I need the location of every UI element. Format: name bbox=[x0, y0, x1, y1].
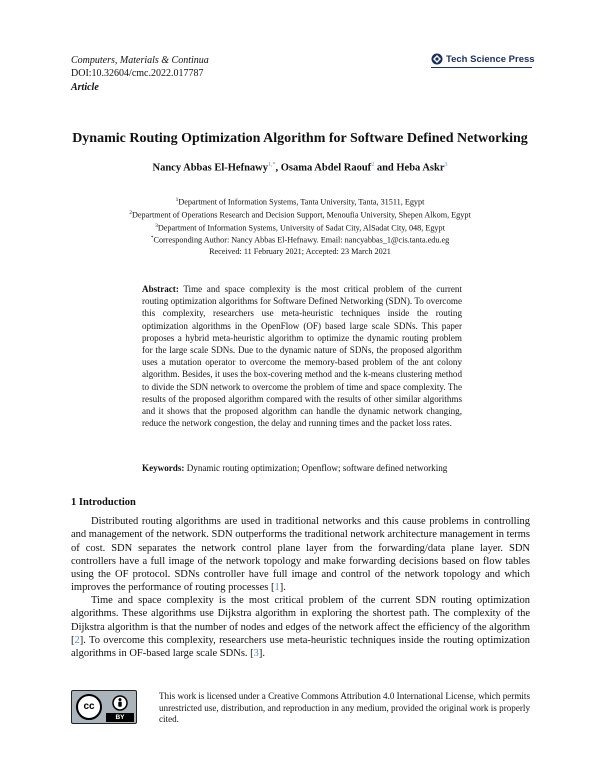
introduction-paragraph-1 bbox=[71, 515, 530, 595]
keywords-label: Keywords: bbox=[142, 463, 185, 473]
abstract-label: Abstract: bbox=[142, 284, 179, 294]
affiliations bbox=[0, 195, 600, 257]
author-affiliation-mark: 2 bbox=[371, 162, 375, 168]
journal-name: Computers, Materials & Continua bbox=[71, 55, 209, 66]
by-label: BY bbox=[106, 713, 134, 722]
author-name: Nancy Abbas El-Hefnawy bbox=[152, 162, 268, 174]
creative-commons-by-icon[interactable] bbox=[71, 690, 137, 724]
paragraph-text: Time and space complexity is the most critical problem of the current SDN routing optimization algorithms. These algorithms use Dijkstra algorithm in exploring the shortest path. The complexity of the Dijkstra algorithm is that the number of nodes and edges of the network affect the efficiency of the algorithm [ bbox=[71, 595, 530, 646]
received-accepted-dates bbox=[0, 246, 600, 257]
author-affiliation-mark: 1,* bbox=[268, 162, 276, 168]
author-list bbox=[0, 162, 600, 174]
citation-link[interactable]: 2 bbox=[74, 634, 80, 646]
author-separator: and bbox=[374, 162, 397, 174]
tech-science-press-logo-icon bbox=[431, 53, 443, 65]
author-name: Osama Abdel Raouf bbox=[280, 162, 372, 174]
author-affiliation-mark: 3 bbox=[444, 162, 448, 168]
citation-link[interactable]: 1 bbox=[274, 582, 280, 594]
affiliation-mark: 3 bbox=[155, 222, 158, 229]
affiliation-text: Department of Information Systems, University of Sadat City, AlSadat City, 048, Egypt bbox=[157, 223, 445, 233]
citation-link[interactable]: 3 bbox=[253, 648, 259, 660]
keywords-text: Dynamic routing optimization; Openflow; software defined networking bbox=[184, 463, 448, 473]
affiliation-mark: 1 bbox=[175, 197, 179, 203]
author-separator: , bbox=[275, 162, 281, 174]
doi: DOI:10.32604/cmc.2022.017787 bbox=[71, 68, 204, 79]
paragraph-text: ]. bbox=[279, 582, 286, 594]
affiliation-line bbox=[0, 221, 600, 234]
paragraph-text: ]. bbox=[258, 648, 266, 660]
affiliation-mark: 2 bbox=[129, 209, 132, 216]
affiliation-text: Department of Operations Research and Decision Support, Menoufia University, Shepen Alkom, Egypt bbox=[132, 210, 471, 220]
publisher bbox=[431, 53, 535, 65]
publisher-underline bbox=[431, 67, 532, 68]
affiliation-mark: * bbox=[150, 235, 154, 242]
abstract-text: Time and space complexity is the most critical problem of the current routing optimization algorithms for Software Defined Networking (SDN). To overcome this complexity, researchers use meta-heuristic techniques inside the routing optimization algorithms in the OpenFlow (OF) based large scale SDNs. This paper proposes a hybrid meta-heuristic algorithm to optimize the dynamic routing problem for the large scale SDNs. Due to the dynamic nature of SDNs, the proposed algorithm uses a mutation operator to overcome the memory-based problem of the ant colony algorithm. Besides, it uses the box-covering method and the k-means clustering method to divide the SDN network to overcome the problem of time and space complexity. The results of the proposed algorithm compared with the results of other similar algorithms and it shows that the proposed algorithm can handle the dynamic network changing, reduce the network congestion, the delay and running times and the packet loss rates. bbox=[142, 284, 462, 429]
affiliation-line bbox=[0, 208, 600, 221]
person-icon bbox=[112, 695, 128, 711]
affiliation-line bbox=[0, 195, 600, 208]
corresponding-author bbox=[0, 233, 600, 246]
introduction-paragraph-2 bbox=[71, 594, 530, 660]
paragraph-text: ]. To overcome this complexity, researchers use meta-heuristic techniques inside the routing optimization algorithms in OF-based large scale SDNs. [ bbox=[71, 634, 530, 660]
abstract bbox=[142, 283, 462, 429]
dates-text: Received: 11 February 2021; Accepted: 23 March 2021 bbox=[209, 247, 391, 257]
cc-icon: cc bbox=[76, 694, 102, 720]
license-text: This work is licensed under a Creative Commons Attribution 4.0 International License, which permits unrestricted use, distribution, and reproduction in any medium, provided the original work is properly cited. bbox=[159, 691, 530, 724]
section-heading-introduction: 1 Introduction bbox=[71, 497, 136, 508]
affiliation-text: Department of Information Systems, Tanta University, Tanta, 31511, Egypt bbox=[178, 197, 425, 207]
paragraph-text: Distributed routing algorithms are used in traditional networks and this cause problems in controlling and management of the network. SDN outperforms the traditional network architecture management in terms of cost. SDN separates the network control plane layer from the forwarding/data plane layer. SDN controllers have a full image of the network topology and make forwarding decisions based on flow tables using the OF protocol. SDNs controller have full image and control of the network topology and which improves the performance of routing processes [ bbox=[71, 516, 530, 594]
author-name: Heba Askr bbox=[396, 162, 445, 174]
affiliation-text: Corresponding Author: Nancy Abbas El-Hefnawy. Email: nancyabbas_1@cis.tanta.edu.eg bbox=[153, 236, 450, 246]
publisher-name: Tech Science Press bbox=[446, 53, 535, 65]
paper-title: Dynamic Routing Optimization Algorithm for Software Defined Networking bbox=[72, 131, 528, 146]
keywords bbox=[142, 462, 462, 474]
by-person-icon bbox=[106, 693, 134, 713]
article-type: Article bbox=[71, 82, 99, 93]
